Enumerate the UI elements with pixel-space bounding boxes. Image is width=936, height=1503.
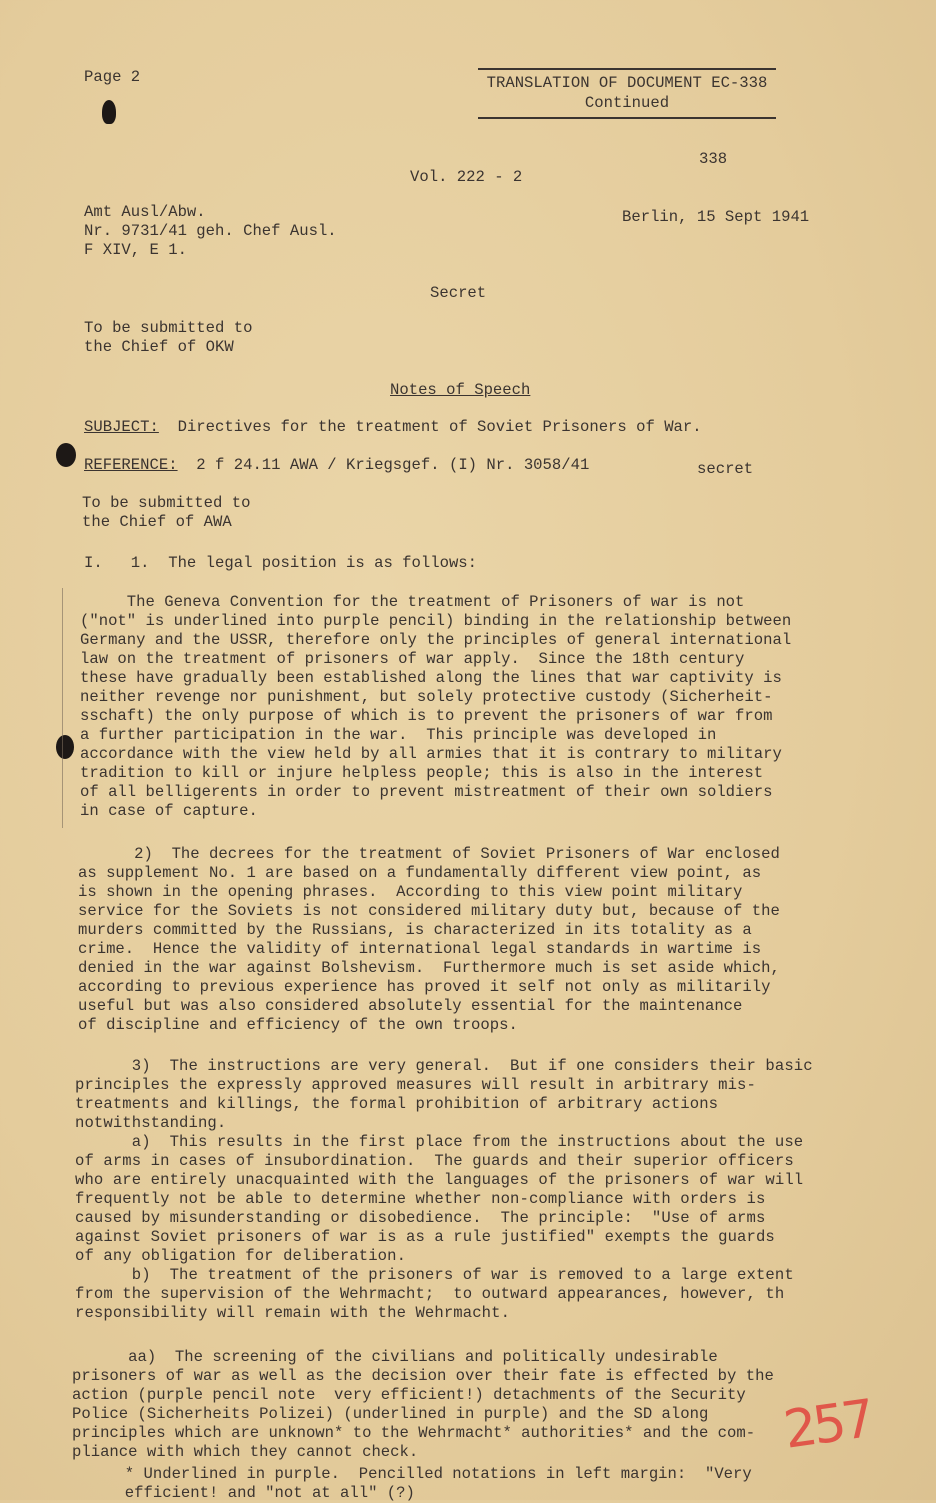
footnote-line: * Underlined in purple. Pencilled notations in left margin: "Very	[78, 1465, 752, 1483]
submission-line: the Chief of OKW	[84, 338, 234, 356]
text-line: responsibility will remain with the Wehrmacht.	[75, 1304, 511, 1322]
handwritten-page-number: 257	[780, 1389, 876, 1461]
text-line: these have gradually been established along the lines that war captivity is	[80, 669, 782, 687]
text-line: Germany and the USSR, therefore only the principles of general international	[80, 631, 792, 649]
pencil-margin-mark	[62, 588, 63, 828]
subject-text: Directives for the treatment of Soviet Prisoners of War.	[177, 418, 702, 436]
text-line: of discipline and efficiency of the own troops.	[78, 1016, 518, 1034]
text-line: a further participation in the war. This principle was developed in	[80, 726, 717, 744]
footnote	[78, 1465, 752, 1503]
text-line: 3) The instructions are very general. But if one considers their basic	[75, 1057, 813, 1075]
text-line: denied in the war against Bolshevism. Furthermore much is set aside which,	[78, 959, 780, 977]
classification: Secret	[430, 284, 487, 302]
text-line: action (purple pencil note very efficient!) detachments of the Security	[72, 1386, 746, 1404]
text-line: notwithstanding.	[75, 1114, 227, 1132]
text-line: of all belligerents in order to prevent mistreatment of their own soldiers	[80, 783, 773, 801]
submission-line: To be submitted to	[82, 494, 251, 512]
submission-okw	[84, 319, 252, 357]
text-line: principles which are unknown* to the Wehrmacht* authorities* and the com-	[72, 1424, 756, 1442]
text-line: murders committed by the Russians, is characterized in its totality as a	[78, 921, 752, 939]
paragraph-2	[78, 845, 780, 1035]
text-line: The Geneva Convention for the treatment of Prisoners of war is not	[80, 593, 745, 611]
paragraph-aa	[72, 1348, 774, 1462]
footnote-line: efficient! and "not at all" (?)	[78, 1484, 415, 1502]
subject-line	[84, 418, 702, 436]
paragraph-1	[80, 593, 791, 821]
text-line: prisoners of war as well as the decision over their fate is effected by the	[72, 1367, 774, 1385]
text-line: crime. Hence the validity of international legal standards in wartime is	[78, 940, 762, 958]
sender-line: Amt Ausl/Abw.	[84, 203, 206, 221]
text-line: treatments and killings, the formal prohibition of arbitrary actions	[75, 1095, 719, 1113]
submission-line: the Chief of AWA	[82, 513, 232, 531]
place-date: Berlin, 15 Sept 1941	[622, 208, 810, 226]
text-line: neither revenge nor punishment, but solely protective custody (Sicherheit-	[80, 688, 773, 706]
text-line: Police (Sicherheits Polizei) (underlined in purple) and the SD along	[72, 1405, 709, 1423]
volume-reference: Vol. 222 - 2	[410, 168, 523, 186]
sender-block	[84, 203, 337, 260]
text-line: frequently not be able to determine whether non-compliance with orders is	[75, 1190, 766, 1208]
document-header	[478, 68, 776, 119]
subject-label: SUBJECT:	[84, 418, 159, 436]
text-line: is shown in the opening phrases. According to this view point military	[78, 883, 743, 901]
paragraph-3	[75, 1057, 813, 1323]
text-line: against Soviet prisoners of war is as a rule justified" exempts the guards	[75, 1228, 775, 1246]
reference-mark: secret	[697, 460, 754, 478]
text-line: caused by misunderstanding or disobedience. The principle: "Use of arms	[75, 1209, 766, 1227]
text-line: in case of capture.	[80, 802, 258, 820]
text-line: according to previous experience has proved it self not only as militarily	[78, 978, 771, 996]
text-line: of arms in cases of insubordination. The guards and their superior officers	[75, 1152, 794, 1170]
page-label: Page 2	[84, 68, 141, 86]
hole-punch-mark	[102, 100, 116, 124]
text-line: service for the Soviets is not considered military duty but, because of the	[78, 902, 780, 920]
sender-line: Nr. 9731/41 geh. Chef Ausl.	[84, 222, 337, 240]
reference-line	[84, 456, 589, 474]
text-line: a) This results in the first place from the instructions about the use	[75, 1133, 804, 1151]
reference-text: 2 f 24.11 AWA / Kriegsgef. (I) Nr. 3058/41	[196, 456, 590, 474]
text-line: b) The treatment of the prisoners of war is removed to a large extent	[75, 1266, 794, 1284]
hole-punch-mark	[56, 443, 76, 467]
document-title: TRANSLATION OF DOCUMENT EC-338	[486, 74, 768, 92]
text-line: accordance with the view held by all armies that it is contrary to military	[80, 745, 782, 763]
text-line: pliance with which they cannot check.	[72, 1443, 419, 1461]
submission-awa	[82, 494, 250, 532]
text-line: as supplement No. 1 are based on a fundamentally different view point, as	[78, 864, 762, 882]
text-line: 2) The decrees for the treatment of Soviet Prisoners of War enclosed	[78, 845, 780, 863]
text-line: sschaft) the only purpose of which is to prevent the prisoners of war from	[80, 707, 773, 725]
folio-number: 338	[699, 150, 728, 168]
text-line: ("not" is underlined into purple pencil) binding in the relationship between	[80, 612, 792, 630]
text-line: of any obligation for deliberation.	[75, 1247, 407, 1265]
text-line: tradition to kill or injure helpless people; this is also in the interest	[80, 764, 764, 782]
text-line: law on the treatment of prisoners of war apply. Since the 18th century	[80, 650, 745, 668]
reference-label: REFERENCE:	[84, 456, 178, 474]
text-line: from the supervision of the Wehrmacht; to outward appearances, however, th	[75, 1285, 785, 1303]
submission-line: To be submitted to	[84, 319, 253, 337]
heading: Notes of Speech	[390, 381, 531, 399]
text-line: useful but was also considered absolutely essential for the maintenance	[78, 997, 743, 1015]
section-heading: I. 1. The legal position is as follows:	[84, 554, 478, 572]
text-line: principles the expressly approved measures will result in arbitrary mis-	[75, 1076, 756, 1094]
hole-punch-mark	[56, 735, 74, 759]
text-line: aa) The screening of the civilians and politically undesirable	[72, 1348, 718, 1366]
text-line: who are entirely unacquainted with the languages of the prisoners of war will	[75, 1171, 804, 1189]
document-subtitle: Continued	[584, 94, 670, 112]
sender-line: F XIV, E 1.	[84, 241, 187, 259]
